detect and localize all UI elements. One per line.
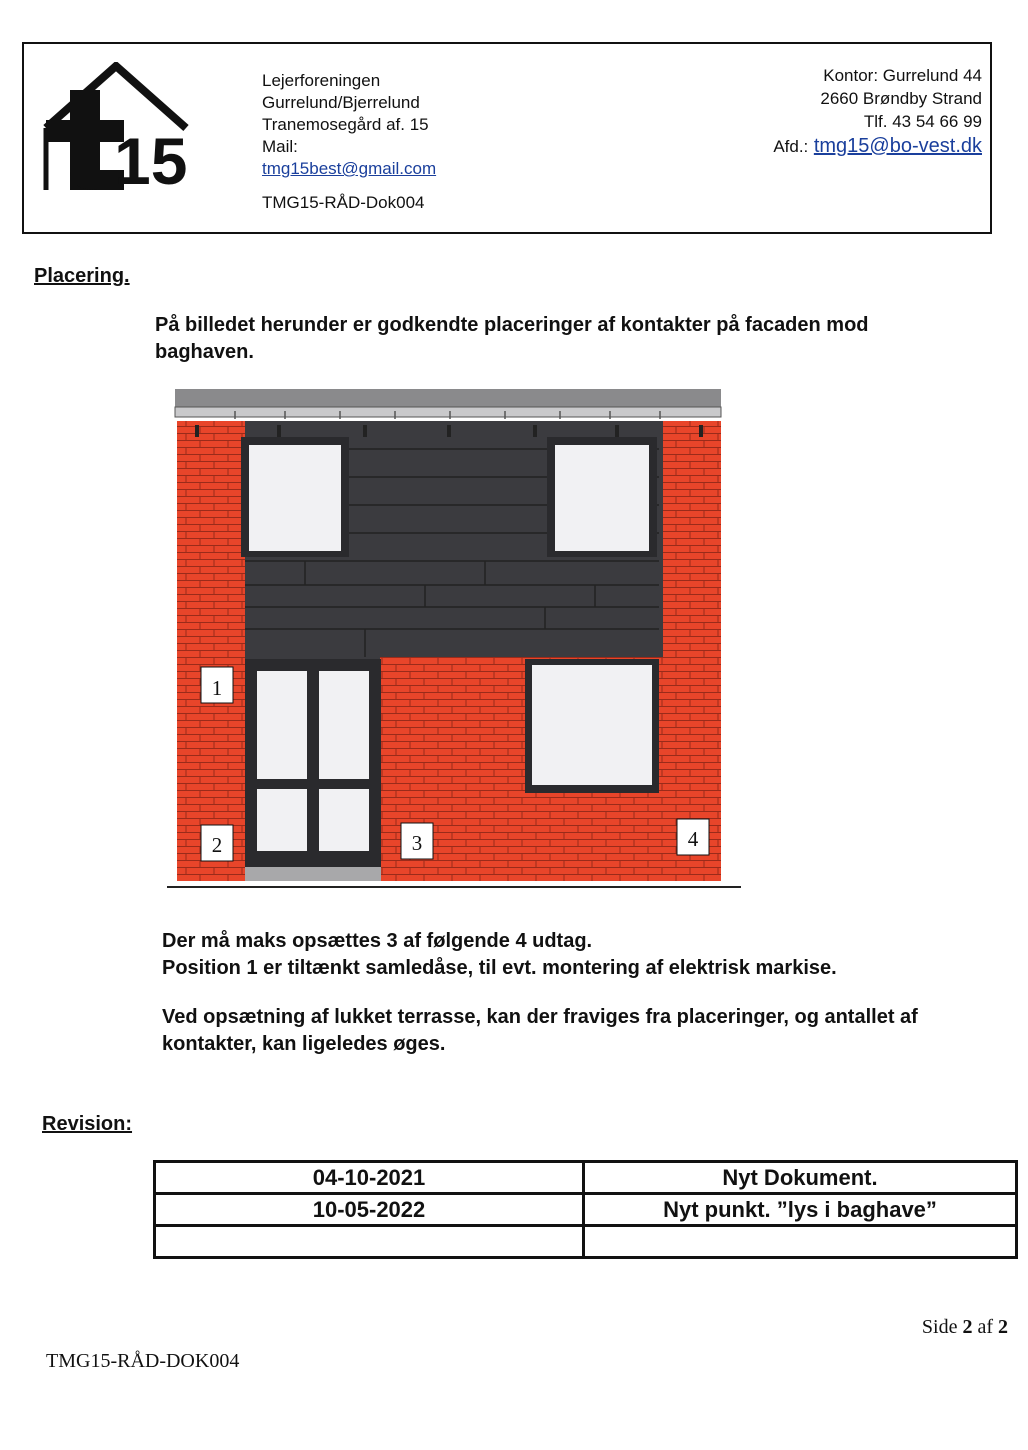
placering-heading: Placering. <box>34 265 130 287</box>
org-area: Gurrelund/Bjerrelund <box>262 93 420 112</box>
note-line-2: Position 1 er tiltænkt samledåse, til evt. montering af elektrisk markise. <box>162 957 837 979</box>
note-line-3: Ved opsætning af lukket terrasse, kan der fraviges fra placeringer, og antallet af <box>162 1006 918 1028</box>
afd-label: Afd.: <box>773 137 809 156</box>
revision-date <box>155 1226 584 1258</box>
org-name: Lejerforeningen <box>262 71 381 90</box>
note-line-1: Der må maks opsættes 3 af følgende 4 udtag. <box>162 930 593 952</box>
footer-doc-code: TMG15-RÅD-DOK004 <box>46 1350 240 1372</box>
revision-text: Nyt Dokument. <box>584 1162 1017 1194</box>
office-phone: Tlf. 43 54 66 99 <box>863 112 982 131</box>
revision-text: Nyt punkt. ”lys i baghave” <box>584 1194 1017 1226</box>
marker-3: 3 <box>411 831 423 855</box>
notes-block <box>162 928 1012 1058</box>
placering-intro <box>155 312 995 366</box>
mail-label: Mail: <box>262 137 298 156</box>
svg-text:15: 15 <box>114 124 188 194</box>
table-row <box>155 1194 1017 1226</box>
org-email-link[interactable]: tmg15best@gmail.com <box>262 159 437 178</box>
office-address: Kontor: Gurrelund 44 <box>823 66 982 85</box>
revision-heading: Revision: <box>42 1113 133 1135</box>
afd-email-link[interactable]: tmg15@bo-vest.dk <box>813 135 982 157</box>
house-facade-drawing-icon <box>165 385 745 895</box>
intro-line-1: På billedet herunder er godkendte placeringer af kontakter på facaden mod <box>155 314 869 336</box>
revision-date: 04-10-2021 <box>155 1162 584 1194</box>
page-number <box>922 1316 1008 1339</box>
page-current: 2 <box>962 1316 973 1338</box>
intro-line-2: baghaven. <box>155 341 254 363</box>
marker-1: 1 <box>211 676 223 700</box>
table-row <box>155 1162 1017 1194</box>
page-prefix: Side <box>921 1316 958 1338</box>
marker-2: 2 <box>211 833 223 857</box>
page-mid: af <box>977 1316 993 1338</box>
header-doc-code: TMG15-RÅD-Dok004 <box>262 193 425 212</box>
office-city: 2660 Brøndby Strand <box>820 89 982 108</box>
revision-text <box>584 1226 1017 1258</box>
marker-4: 4 <box>687 827 699 851</box>
revision-table <box>153 1160 1018 1259</box>
org-department: Tranemosegård af. 15 <box>262 115 429 134</box>
letterhead-box <box>22 42 992 234</box>
note-line-4: kontakter, kan ligeledes øges. <box>162 1033 446 1055</box>
page-total: 2 <box>998 1316 1008 1338</box>
table-row <box>155 1226 1017 1258</box>
revision-date: 10-05-2022 <box>155 1194 584 1226</box>
house-logo-icon <box>40 62 220 194</box>
